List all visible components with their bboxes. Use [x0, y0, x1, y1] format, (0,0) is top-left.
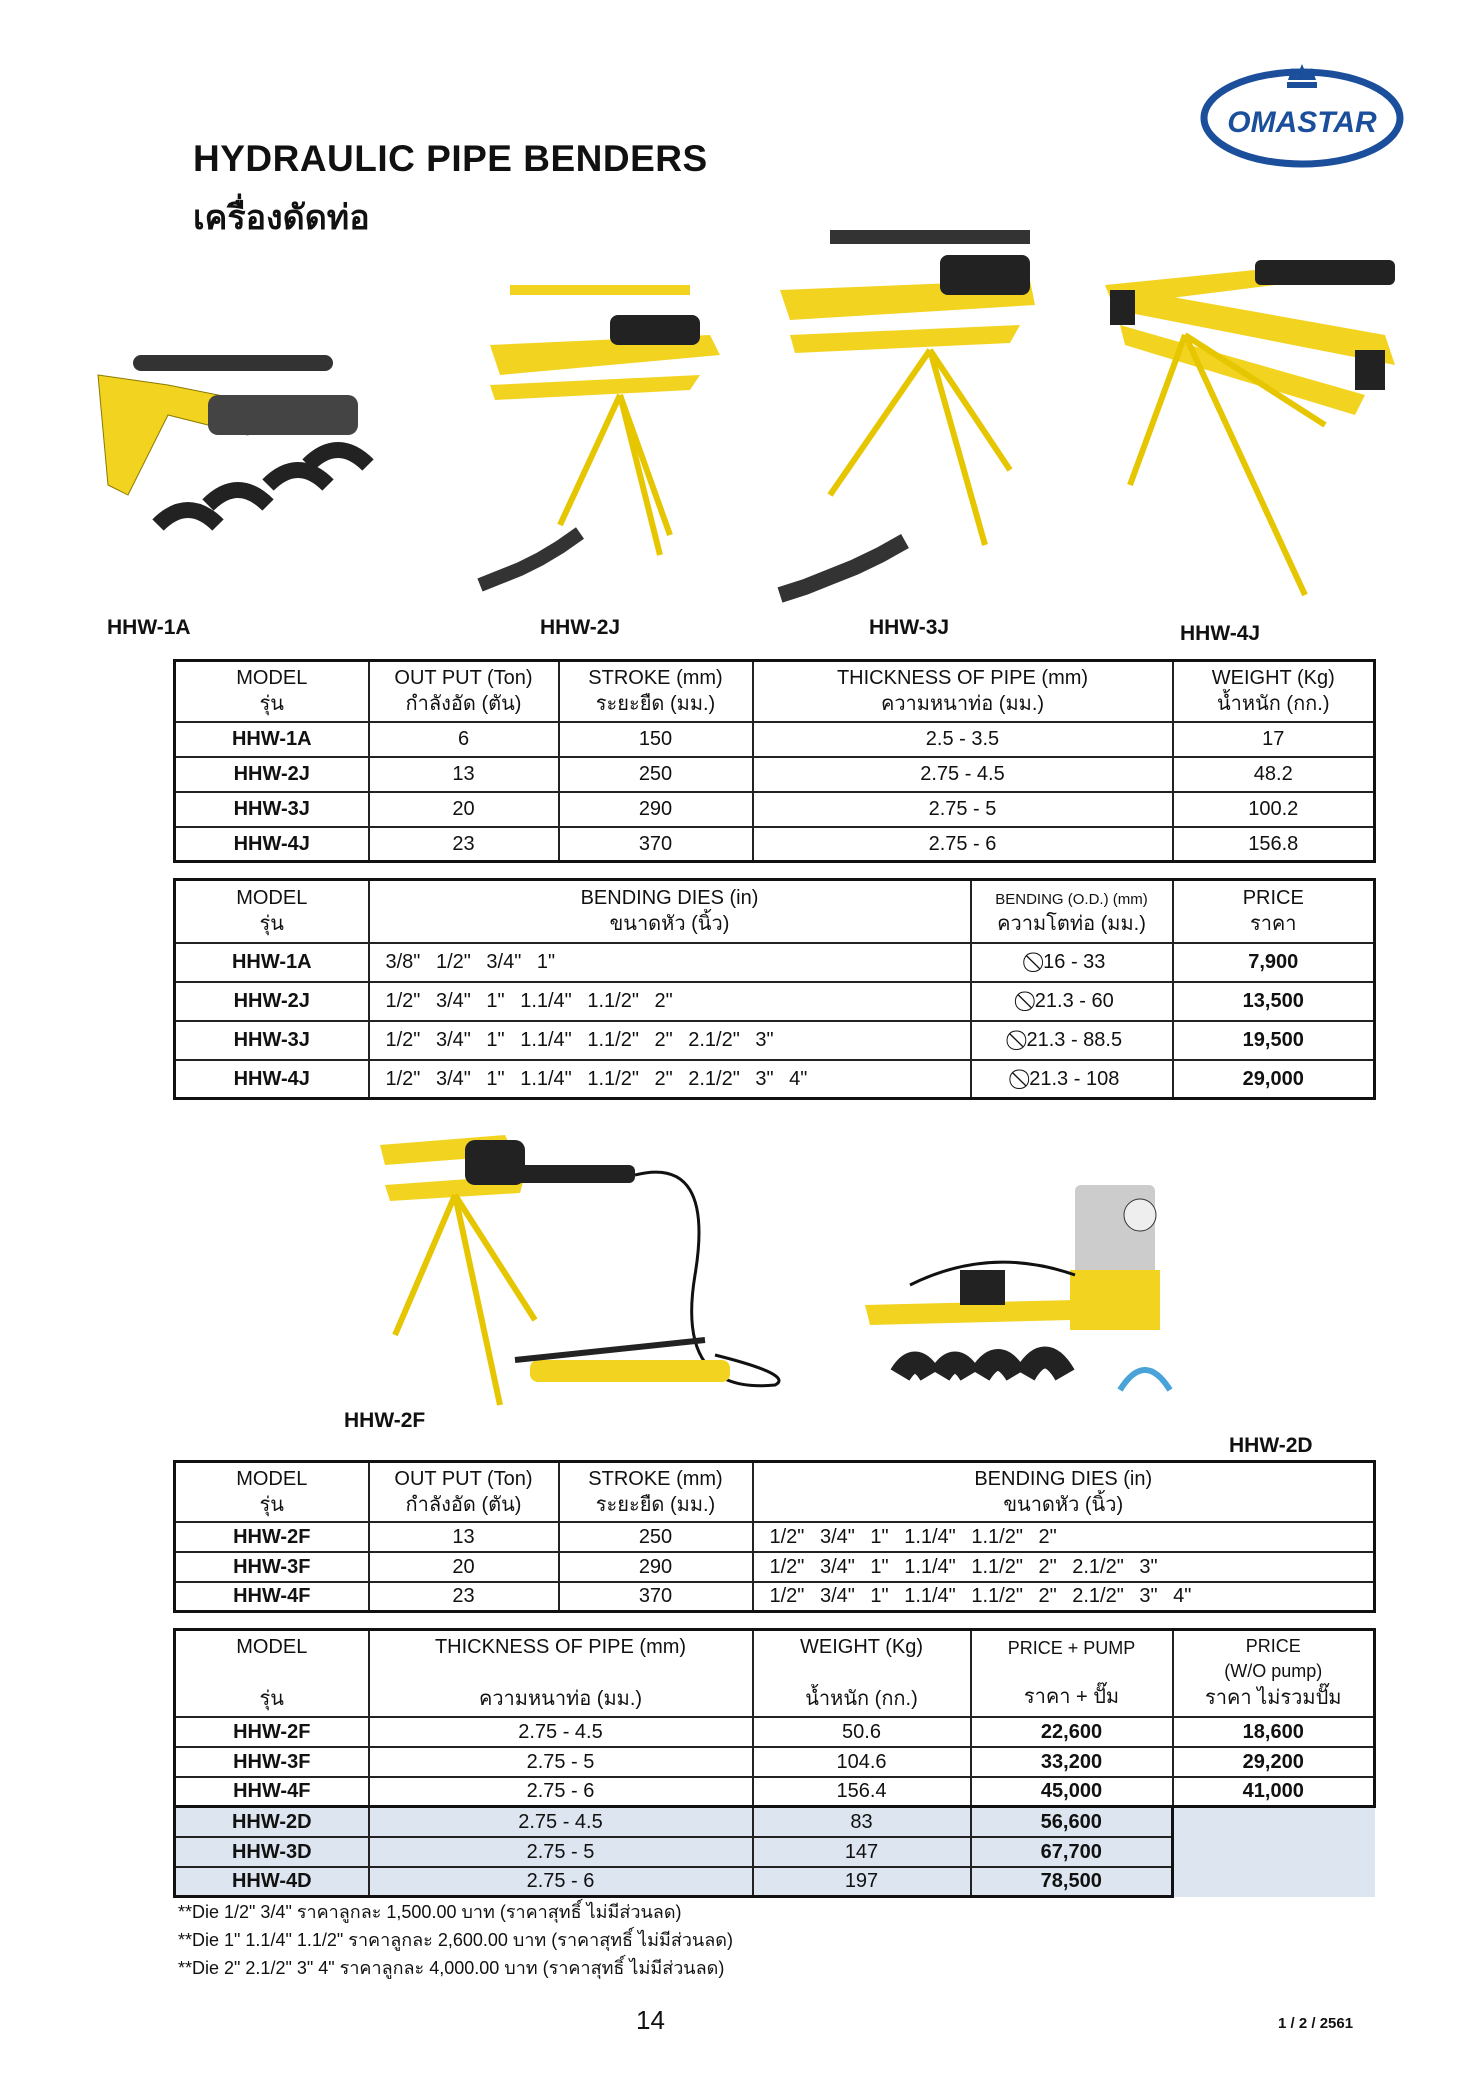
table-row: HHW-2J 1/2" 3/4" 1" 1.1/4" 1.1/2" 2" ⃠ 21.3 - 60 13,500 — [175, 982, 1375, 1021]
die-price-notes — [178, 1898, 733, 1982]
omastar-logo — [1200, 58, 1405, 168]
table-row: HHW-3D 2.75 - 5 147 67,700 — [175, 1837, 1375, 1867]
table-row: HHW-3F 2.75 - 5 104.6 33,200 29,200 — [175, 1747, 1375, 1777]
price-table-j-series: MODEL รุ่น BENDING DIES (in) ขนาดหัว (นิ้ว) BENDING (O.D.) (mm) ความโตท่อ (มม.) PRICE ราคา HHW-1A 3/8" 1/2" 3/4" 1" ⃠ 16 - 33 7,900 HHW-2J 1/2" 3/4" 1" 1.1/4" 1.1/2" 2" ⃠ 21.3 - 60 13,500 HHW-3J 1/2" 3/4" 1" 1.1/4" 1.1/2" 2" 2.1/2" 3" ⃠ 21.3 - 88.5 19,500 HHW-4J 1/2" 3/4" 1" 1.1/4" 1.1/2" 2" 2.1/2" 3" 4" ⃠ 21.3 - 108 29,000 — [173, 878, 1376, 1100]
svg-text:OMASTAR: OMASTAR — [1227, 106, 1377, 139]
page-number: 14 — [636, 2005, 665, 2035]
hhw-4j-image — [1105, 255, 1405, 605]
table-row: HHW-4J 23 370 2.75 - 6 156.8 — [175, 827, 1375, 862]
document-date: 1 / 2 / 2561 — [1278, 2015, 1354, 2032]
page-subtitle: เครื่องดัดท่อ — [193, 199, 370, 237]
table-row: HHW-1A 3/8" 1/2" 3/4" 1" ⃠ 16 - 33 7,900 — [175, 943, 1375, 982]
table-row: HHW-3F 20 290 1/2" 3/4" 1" 1.1/4" 1.1/2" 2" 2.1/2" 3" — [175, 1552, 1375, 1582]
table-row: HHW-2J 13 250 2.75 - 4.5 48.2 — [175, 757, 1375, 792]
table-row: HHW-4J 1/2" 3/4" 1" 1.1/4" 1.1/2" 2" 2.1/2" 3" 4" ⃠ 21.3 - 108 29,000 — [175, 1060, 1375, 1099]
label-hhw-4j: HHW-4J — [1180, 622, 1261, 645]
table-row: HHW-2F 2.75 - 4.5 50.6 22,600 18,600 — [175, 1717, 1375, 1747]
price-table-f-d-series: MODEL รุ่น THICKNESS OF PIPE (mm) ความหนาท่อ (มม.) WEIGHT (Kg) น้ำหนัก (กก.) PRICE + PUMP ราคา + ปั๊ม PRICE (W/O pump) ราคา ไม่รวมปั๊ม HHW-2F 2.75 - 4.5 50.6 22,600 18,600 HHW-3F 2.75 - 5 104.6 33,200 29,200 HHW-4F 2.75 - 6 156.4 45,000 41,000 HHW-2D 2.75 - 4.5 83 56,600 HHW-3D 2.75 - 5 147 67,700 HHW-4D 2.75 - 6 197 78,500 — [173, 1628, 1376, 1898]
hhw-2d-image — [860, 1175, 1220, 1435]
label-hhw-2d: HHW-2D — [1229, 1434, 1313, 1457]
label-hhw-3j: HHW-3J — [869, 616, 950, 639]
hhw-1a-image — [88, 345, 388, 575]
table-row: HHW-3J 1/2" 3/4" 1" 1.1/4" 1.1/2" 2" 2.1/2" 3" ⃠ 21.3 - 88.5 19,500 — [175, 1021, 1375, 1060]
hhw-2j-image — [470, 285, 730, 605]
label-hhw-1a: HHW-1A — [107, 616, 191, 639]
label-hhw-2j: HHW-2J — [540, 616, 621, 639]
table-row: HHW-3J 20 290 2.75 - 5 100.2 — [175, 792, 1375, 827]
table-row: HHW-4D 2.75 - 6 197 78,500 — [175, 1867, 1375, 1897]
note: **Die 1/2" 3/4" ราคาลูกละ 1,500.00 บาท (ราคาสุทธิ์ ไม่มีส่วนลด) — [178, 1902, 682, 1922]
hhw-3j-image — [770, 225, 1050, 610]
label-hhw-2f: HHW-2F — [344, 1409, 426, 1432]
note: **Die 2" 2.1/2" 3" 4" ราคาลูกละ 4,000.00 บาท (ราคาสุทธิ์ ไม่มีส่วนลด) — [178, 1958, 725, 1978]
table-row: HHW-2F 13 250 1/2" 3/4" 1" 1.1/4" 1.1/2" 2" — [175, 1522, 1375, 1552]
table-row: HHW-2D 2.75 - 4.5 83 56,600 — [175, 1807, 1375, 1837]
table-row: HHW-1A 6 150 2.5 - 3.5 17 — [175, 722, 1375, 757]
hhw-2f-image — [375, 1135, 795, 1415]
table-row: HHW-4F 23 370 1/2" 3/4" 1" 1.1/4" 1.1/2" 2" 2.1/2" 3" 4" — [175, 1582, 1375, 1612]
note: **Die 1" 1.1/4" 1.1/2" ราคาลูกละ 2,600.00 บาท (ราคาสุทธิ์ ไม่มีส่วนลด) — [178, 1930, 733, 1950]
spec-table-f-series: MODEL รุ่น OUT PUT (Ton) กำลังอัด (ตัน) STROKE (mm) ระยะยืด (มม.) BENDING DIES (in) ขนาดหัว (นิ้ว) HHW-2F 13 250 1/2" 3/4" 1" 1.1/4" 1.1/2" 2" HHW-3F 20 290 1/2" 3/4" 1" 1.1/4" 1.1/2" 2" 2.1/2" 3" HHW-4F 23 370 1/2" 3/4" 1" 1.1/4" 1.1/2" 2" 2.1/2" 3" 4" — [173, 1460, 1376, 1613]
spec-table-j-series: MODEL รุ่น OUT PUT (Ton) กำลังอัด (ตัน) STROKE (mm) ระยะยืด (มม.) THICKNESS OF PIPE (mm) ความหนาท่อ (มม.) WEIGHT (Kg) น้ำหนัก (กก.) HHW-1A 6 150 2.5 - 3.5 17 HHW-2J 13 250 2.75 - 4.5 48.2 HHW-3J 20 290 2.75 - 5 100.2 HHW-4J 23 370 2.75 - 6 156.8 — [173, 659, 1376, 863]
page-title: HYDRAULIC PIPE BENDERS — [193, 138, 708, 179]
table-row: HHW-4F 2.75 - 6 156.4 45,000 41,000 — [175, 1777, 1375, 1807]
